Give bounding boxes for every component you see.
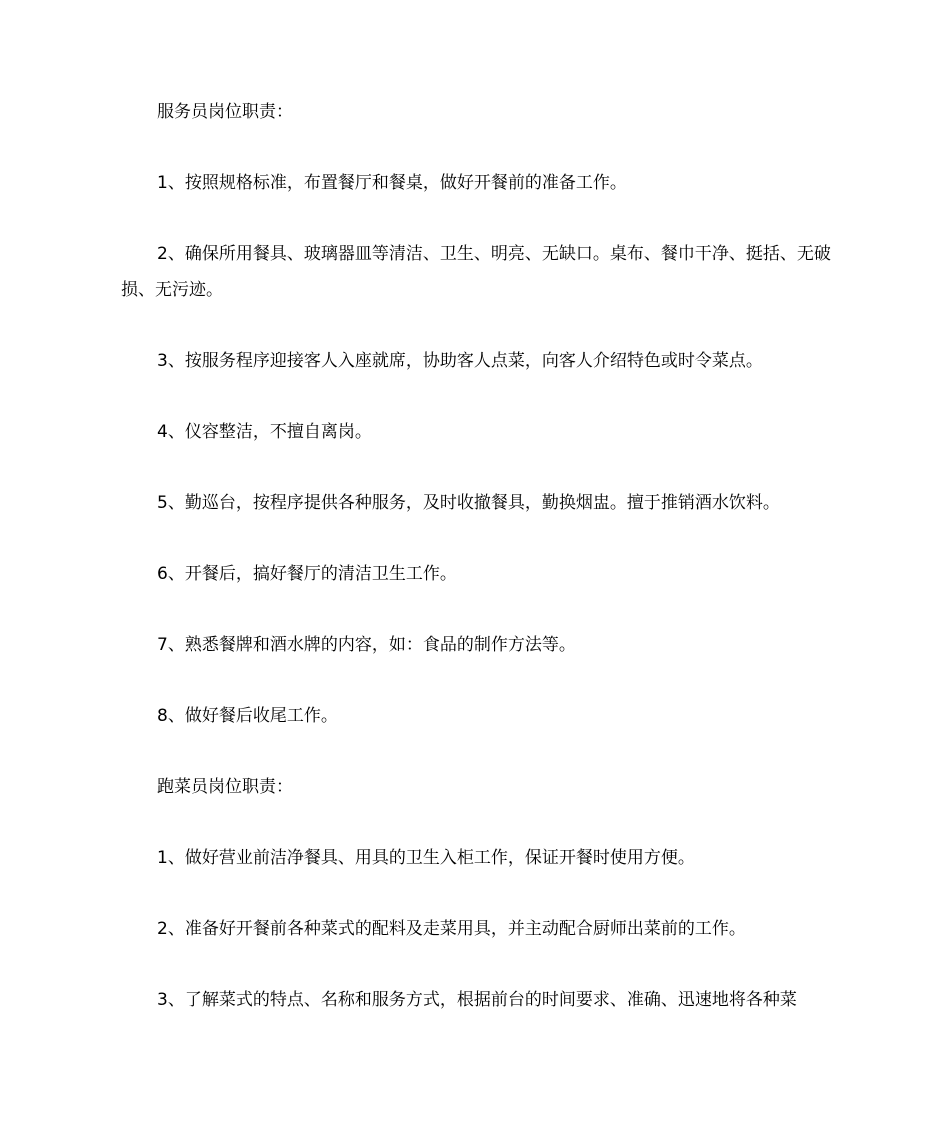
- runner-duty-2: 2、准备好开餐前各种菜式的配料及走菜用具，并主动配合厨师出菜前的工作。: [157, 919, 746, 939]
- waiter-duty-5: 5、勤巡台，按程序提供各种服务，及时收撤餐具，勤换烟盅。擅于推销酒水饮料。: [157, 493, 780, 513]
- waiter-duty-4: 4、仪容整洁，不擅自离岗。: [157, 422, 372, 442]
- waiter-duty-8: 8、做好餐后收尾工作。: [157, 706, 338, 726]
- runner-duty-3: 3、了解菜式的特点、名称和服务方式，根据前台的时间要求、准确、迅速地将各种菜: [157, 990, 797, 1010]
- section-heading-waiter: 服务员岗位职责：: [157, 102, 293, 122]
- section-heading-runner: 跑菜员岗位职责：: [157, 777, 293, 797]
- waiter-duty-2: 2、确保所用餐具、玻璃器皿等清洁、卫生、明亮、无缺口。桌布、餐巾干净、挺括、无破损、无污迹。: [121, 244, 831, 300]
- runner-duty-1: 1、做好营业前洁净餐具、用具的卫生入柜工作，保证开餐时使用方便。: [157, 848, 695, 868]
- waiter-duty-3: 3、按服务程序迎接客人入座就席，协助客人点菜，向客人介绍特色或时令菜点。: [157, 351, 763, 371]
- waiter-duty-1: 1、按照规格标准，布置餐厅和餐桌，做好开餐前的准备工作。: [157, 173, 627, 193]
- waiter-duty-7: 7、熟悉餐牌和酒水牌的内容，如：食品的制作方法等。: [157, 635, 576, 655]
- waiter-duty-6: 6、开餐后，搞好餐厅的清洁卫生工作。: [157, 564, 457, 584]
